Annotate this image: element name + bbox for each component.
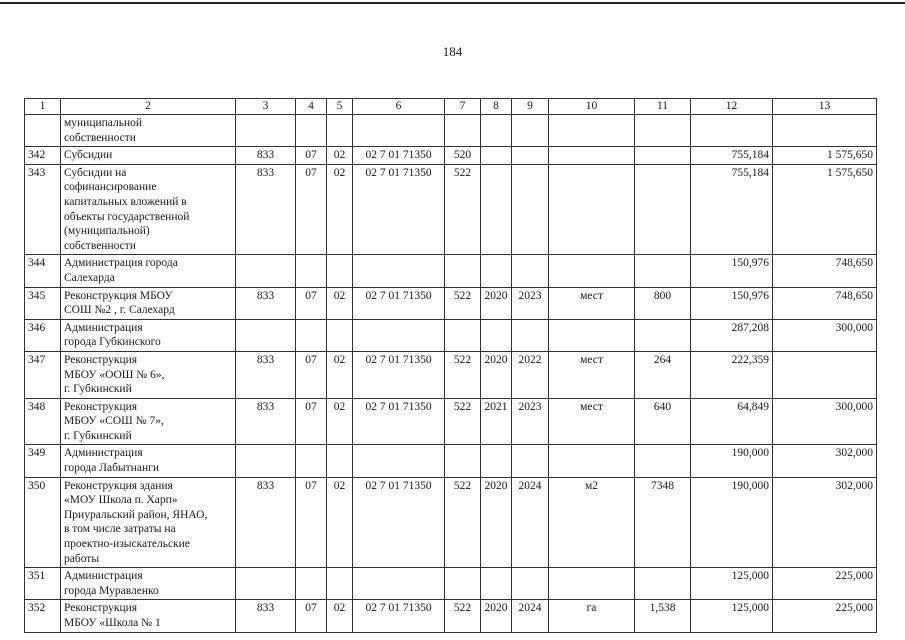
col-13-cell (773, 115, 877, 147)
col-5-cell: 02 (327, 477, 353, 568)
col-3-cell: 833 (236, 287, 296, 319)
table-row (25, 115, 877, 147)
col-6-cell: 02 7 01 71350 (353, 164, 445, 255)
row-number: 346 (25, 319, 61, 351)
col-3-cell (236, 319, 296, 351)
row-number: 348 (25, 398, 61, 445)
col-7-cell: 522 (445, 287, 481, 319)
col-4-cell: 07 (296, 351, 327, 398)
column-header: 12 (691, 99, 773, 115)
col-12-cell: 150,976 (691, 255, 773, 287)
col-8-cell: 2020 (481, 600, 512, 632)
col-6-cell: 02 7 01 71350 (353, 477, 445, 568)
table-row (25, 568, 877, 600)
col-8-cell (481, 115, 512, 147)
col-5-cell: 02 (327, 287, 353, 319)
column-header: 6 (353, 99, 445, 115)
col-7-cell (445, 319, 481, 351)
table-row (25, 319, 877, 351)
col-10-cell (549, 319, 635, 351)
column-header: 9 (512, 99, 549, 115)
col-6-cell (353, 319, 445, 351)
col-9-cell (512, 445, 549, 477)
col-13-cell: 1 575,650 (773, 147, 877, 165)
col-7-cell (445, 255, 481, 287)
col-3-cell: 833 (236, 164, 296, 255)
col-12-cell: 125,000 (691, 568, 773, 600)
column-header: 4 (296, 99, 327, 115)
col-9-cell: 2023 (512, 287, 549, 319)
budget-table (24, 98, 877, 633)
row-number: 352 (25, 600, 61, 632)
row-name: Реконструкция МБОУ СОШ №2 , г. Салехард (61, 287, 236, 319)
table-row (25, 398, 877, 445)
table-row (25, 287, 877, 319)
col-11-cell (635, 568, 691, 600)
column-header: 7 (445, 99, 481, 115)
col-5-cell (327, 319, 353, 351)
col-10-cell (549, 147, 635, 165)
table-row (25, 164, 877, 255)
col-10-cell: мест (549, 351, 635, 398)
col-8-cell: 2020 (481, 477, 512, 568)
table-row (25, 600, 877, 632)
row-name: Реконструкция МБОУ «ООШ № 6», г. Губкинский (61, 351, 236, 398)
col-3-cell (236, 115, 296, 147)
col-4-cell (296, 568, 327, 600)
col-3-cell (236, 255, 296, 287)
row-number: 342 (25, 147, 61, 165)
column-header: 10 (549, 99, 635, 115)
col-7-cell: 522 (445, 351, 481, 398)
row-name: Реконструкция МБОУ «СОШ № 7», г. Губкинский (61, 398, 236, 445)
col-4-cell (296, 255, 327, 287)
col-4-cell: 07 (296, 477, 327, 568)
col-12-cell: 222,359 (691, 351, 773, 398)
col-5-cell: 02 (327, 351, 353, 398)
col-3-cell (236, 568, 296, 600)
col-11-cell: 7348 (635, 477, 691, 568)
col-13-cell: 225,000 (773, 600, 877, 632)
col-4-cell: 07 (296, 147, 327, 165)
col-5-cell: 02 (327, 398, 353, 445)
col-11-cell: 1,538 (635, 600, 691, 632)
col-10-cell (549, 445, 635, 477)
column-header: 13 (773, 99, 877, 115)
col-5-cell (327, 255, 353, 287)
col-9-cell: 2022 (512, 351, 549, 398)
col-8-cell (481, 164, 512, 255)
col-3-cell (236, 445, 296, 477)
col-12-cell: 287,208 (691, 319, 773, 351)
col-4-cell (296, 115, 327, 147)
page-number: 184 (442, 44, 463, 59)
col-11-cell (635, 445, 691, 477)
col-5-cell: 02 (327, 164, 353, 255)
col-13-cell: 748,650 (773, 255, 877, 287)
row-number: 350 (25, 477, 61, 568)
col-7-cell: 520 (445, 147, 481, 165)
col-11-cell (635, 319, 691, 351)
col-3-cell: 833 (236, 351, 296, 398)
col-10-cell (549, 568, 635, 600)
col-13-cell: 300,000 (773, 319, 877, 351)
row-number: 347 (25, 351, 61, 398)
col-11-cell (635, 164, 691, 255)
col-4-cell: 07 (296, 287, 327, 319)
table-row (25, 147, 877, 165)
col-9-cell: 2024 (512, 600, 549, 632)
col-13-cell: 1 575,650 (773, 164, 877, 255)
row-name: муниципальной собственности (61, 115, 236, 147)
row-name: Субсидии (61, 147, 236, 165)
col-12-cell: 755,184 (691, 164, 773, 255)
column-header: 3 (236, 99, 296, 115)
col-9-cell (512, 147, 549, 165)
row-number: 349 (25, 445, 61, 477)
col-6-cell: 02 7 01 71350 (353, 351, 445, 398)
col-5-cell: 02 (327, 600, 353, 632)
col-5-cell (327, 115, 353, 147)
row-number: 351 (25, 568, 61, 600)
col-6-cell (353, 115, 445, 147)
col-9-cell (512, 255, 549, 287)
col-6-cell: 02 7 01 71350 (353, 147, 445, 165)
col-13-cell: 302,000 (773, 445, 877, 477)
row-name: Администрация города Лабытнанги (61, 445, 236, 477)
col-10-cell (549, 115, 635, 147)
col-8-cell (481, 445, 512, 477)
row-number: 344 (25, 255, 61, 287)
col-7-cell: 522 (445, 477, 481, 568)
col-3-cell: 833 (236, 398, 296, 445)
col-5-cell (327, 568, 353, 600)
col-7-cell: 522 (445, 398, 481, 445)
row-name: Реконструкция МБОУ «Школа № 1 (61, 600, 236, 632)
table-row (25, 477, 877, 568)
col-13-cell: 302,000 (773, 477, 877, 568)
row-name: Реконструкция здания «МОУ Школа п. Харп» Приуральский район, ЯНАО, в том числе затраты на проектно-изыскательские работы (61, 477, 236, 568)
col-8-cell (481, 147, 512, 165)
col-6-cell (353, 445, 445, 477)
col-3-cell: 833 (236, 477, 296, 568)
col-8-cell (481, 255, 512, 287)
col-4-cell: 07 (296, 164, 327, 255)
col-7-cell (445, 445, 481, 477)
col-13-cell (773, 351, 877, 398)
col-10-cell: мест (549, 287, 635, 319)
col-8-cell (481, 568, 512, 600)
row-number: 345 (25, 287, 61, 319)
row-number: 343 (25, 164, 61, 255)
col-7-cell (445, 568, 481, 600)
col-11-cell (635, 147, 691, 165)
row-name: Субсидии на софинансирование капитальных вложений в объекты государственной (муниципальной) собственности (61, 164, 236, 255)
col-6-cell: 02 7 01 71350 (353, 600, 445, 632)
col-8-cell: 2020 (481, 287, 512, 319)
col-12-cell: 190,000 (691, 445, 773, 477)
col-10-cell: мест (549, 398, 635, 445)
col-7-cell: 522 (445, 600, 481, 632)
row-name: Администрация города Губкинского (61, 319, 236, 351)
row-name: Администрация города Салехарда (61, 255, 236, 287)
row-number (25, 115, 61, 147)
col-9-cell (512, 115, 549, 147)
col-13-cell: 748,650 (773, 287, 877, 319)
col-9-cell (512, 319, 549, 351)
col-9-cell (512, 568, 549, 600)
col-7-cell (445, 115, 481, 147)
col-10-cell: м2 (549, 477, 635, 568)
col-13-cell: 225,000 (773, 568, 877, 600)
col-6-cell: 02 7 01 71350 (353, 398, 445, 445)
col-3-cell: 833 (236, 147, 296, 165)
column-header: 2 (61, 99, 236, 115)
col-5-cell (327, 445, 353, 477)
column-header: 11 (635, 99, 691, 115)
col-4-cell: 07 (296, 600, 327, 632)
col-8-cell: 2020 (481, 351, 512, 398)
col-11-cell: 800 (635, 287, 691, 319)
column-header: 5 (327, 99, 353, 115)
col-5-cell: 02 (327, 147, 353, 165)
row-name: Администрация города Муравленко (61, 568, 236, 600)
col-11-cell (635, 255, 691, 287)
col-7-cell: 522 (445, 164, 481, 255)
col-10-cell: га (549, 600, 635, 632)
col-10-cell (549, 164, 635, 255)
col-3-cell: 833 (236, 600, 296, 632)
table-row (25, 255, 877, 287)
col-8-cell: 2021 (481, 398, 512, 445)
col-6-cell: 02 7 01 71350 (353, 287, 445, 319)
col-12-cell: 190,000 (691, 477, 773, 568)
col-9-cell (512, 164, 549, 255)
col-6-cell (353, 568, 445, 600)
col-6-cell (353, 255, 445, 287)
col-12-cell: 125,000 (691, 600, 773, 632)
col-4-cell: 07 (296, 398, 327, 445)
column-header: 8 (481, 99, 512, 115)
column-number-row (25, 99, 877, 115)
col-9-cell: 2023 (512, 398, 549, 445)
col-10-cell (549, 255, 635, 287)
col-9-cell: 2024 (512, 477, 549, 568)
col-4-cell (296, 319, 327, 351)
table-row (25, 445, 877, 477)
col-13-cell: 300,000 (773, 398, 877, 445)
page-top-rule (0, 2, 905, 4)
col-11-cell: 264 (635, 351, 691, 398)
table-row (25, 351, 877, 398)
col-11-cell: 640 (635, 398, 691, 445)
col-4-cell (296, 445, 327, 477)
column-header: 1 (25, 99, 61, 115)
col-8-cell (481, 319, 512, 351)
col-11-cell (635, 115, 691, 147)
col-12-cell: 64,849 (691, 398, 773, 445)
col-12-cell: 755,184 (691, 147, 773, 165)
col-12-cell: 150,976 (691, 287, 773, 319)
table-body (25, 115, 877, 633)
col-12-cell (691, 115, 773, 147)
